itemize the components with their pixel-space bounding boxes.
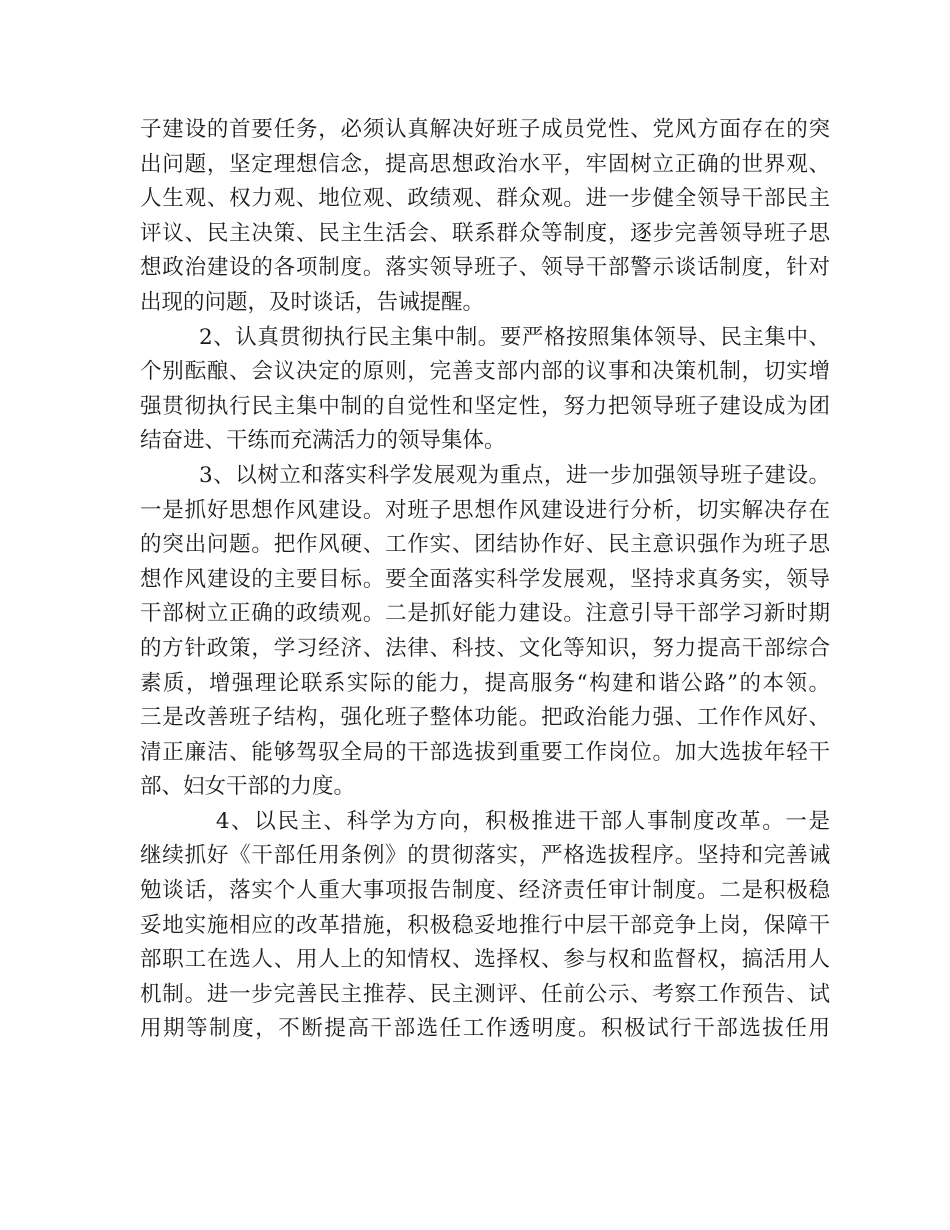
paragraph-continuation — [140, 113, 830, 321]
text-line: 出问题，坚定理想信念，提高思想政治水平，牢固树立正确的世界观、 — [140, 151, 830, 177]
text-line: 人生观、权力观、地位观、政绩观、群众观。进一步健全领导干部民主 — [140, 186, 830, 212]
text-line: 三是改善班子结构，强化班子整体功能。把政治能力强、工作作风好、 — [140, 705, 830, 731]
paragraph-item-4 — [140, 805, 830, 1047]
document-body — [140, 113, 830, 1047]
paragraph-item-3 — [140, 459, 830, 805]
text-line: 素质，增强理论联系实际的能力，提高服务“构建和谐公路”的本领。 — [140, 670, 830, 696]
text-line: 机制。进一步完善民主推荐、民主测评、任前公示、考察工作预告、试 — [140, 981, 830, 1007]
text-line: 勉谈话，落实个人重大事项报告制度、经济责任审计制度。二是积极稳 — [140, 878, 830, 904]
text-line: 清正廉洁、能够驾驭全局的干部选拔到重要工作岗位。加大选拔年轻干 — [140, 739, 830, 765]
text-line: 的方针政策，学习经济、法律、科技、文化等知识，努力提高干部综合 — [140, 635, 830, 661]
text-line: 评议、民主决策、民主生活会、联系群众等制度，逐步完善领导班子思 — [140, 220, 830, 246]
text-line: 部职工在选人、用人上的知情权、选择权、参与权和监督权，搞活用人 — [140, 947, 830, 973]
text-line: 的突出问题。把作风硬、工作实、团结协作好、民主意识强作为班子思 — [140, 532, 830, 558]
text-line: 个别酝酿、会议决定的原则，完善支部内部的议事和决策机制，切实增 — [140, 359, 830, 385]
text-line: 子建设的首要任务，必须认真解决好班子成员党性、党风方面存在的突 — [140, 117, 830, 142]
text-line: 继续抓好《干部任用条例》的贯彻落实，严格选拔程序。坚持和完善诫 — [140, 843, 830, 869]
text-line: 3、以树立和落实科学发展观为重点，进一步加强领导班子建设。 — [140, 462, 830, 488]
text-line: 2、认真贯彻执行民主集中制。要严格按照集体领导、民主集中、 — [140, 324, 830, 350]
text-line: 想作风建设的主要目标。要全面落实科学发展观，坚持求真务实，领导 — [140, 566, 830, 592]
text-line: 想政治建设的各项制度。落实领导班子、领导干部警示谈话制度，针对 — [140, 255, 830, 281]
paragraph-item-2 — [140, 321, 830, 459]
text-line: 用期等制度，不断提高干部选任工作透明度。积极试行干部选拔任用 — [140, 1016, 830, 1042]
text-line: 妥地实施相应的改革措施，积极稳妥地推行中层干部竞争上岗，保障干 — [140, 912, 830, 938]
text-line: 4、以民主、科学为方向，积极推进干部人事制度改革。一是 — [140, 808, 830, 834]
text-line: 部、妇女干部的力度。 — [140, 774, 356, 800]
text-line: 结奋进、干练而充满活力的领导集体。 — [140, 428, 506, 454]
text-line: 一是抓好思想作风建设。对班子思想作风建设进行分析，切实解决存在 — [140, 497, 830, 523]
text-line: 干部树立正确的政绩观。二是抓好能力建设。注意引导干部学习新时期 — [140, 601, 830, 627]
text-line: 出现的问题，及时谈话，告诫提醒。 — [140, 289, 485, 315]
text-line: 强贯彻执行民主集中制的自觉性和坚定性，努力把领导班子建设成为团 — [140, 393, 830, 419]
